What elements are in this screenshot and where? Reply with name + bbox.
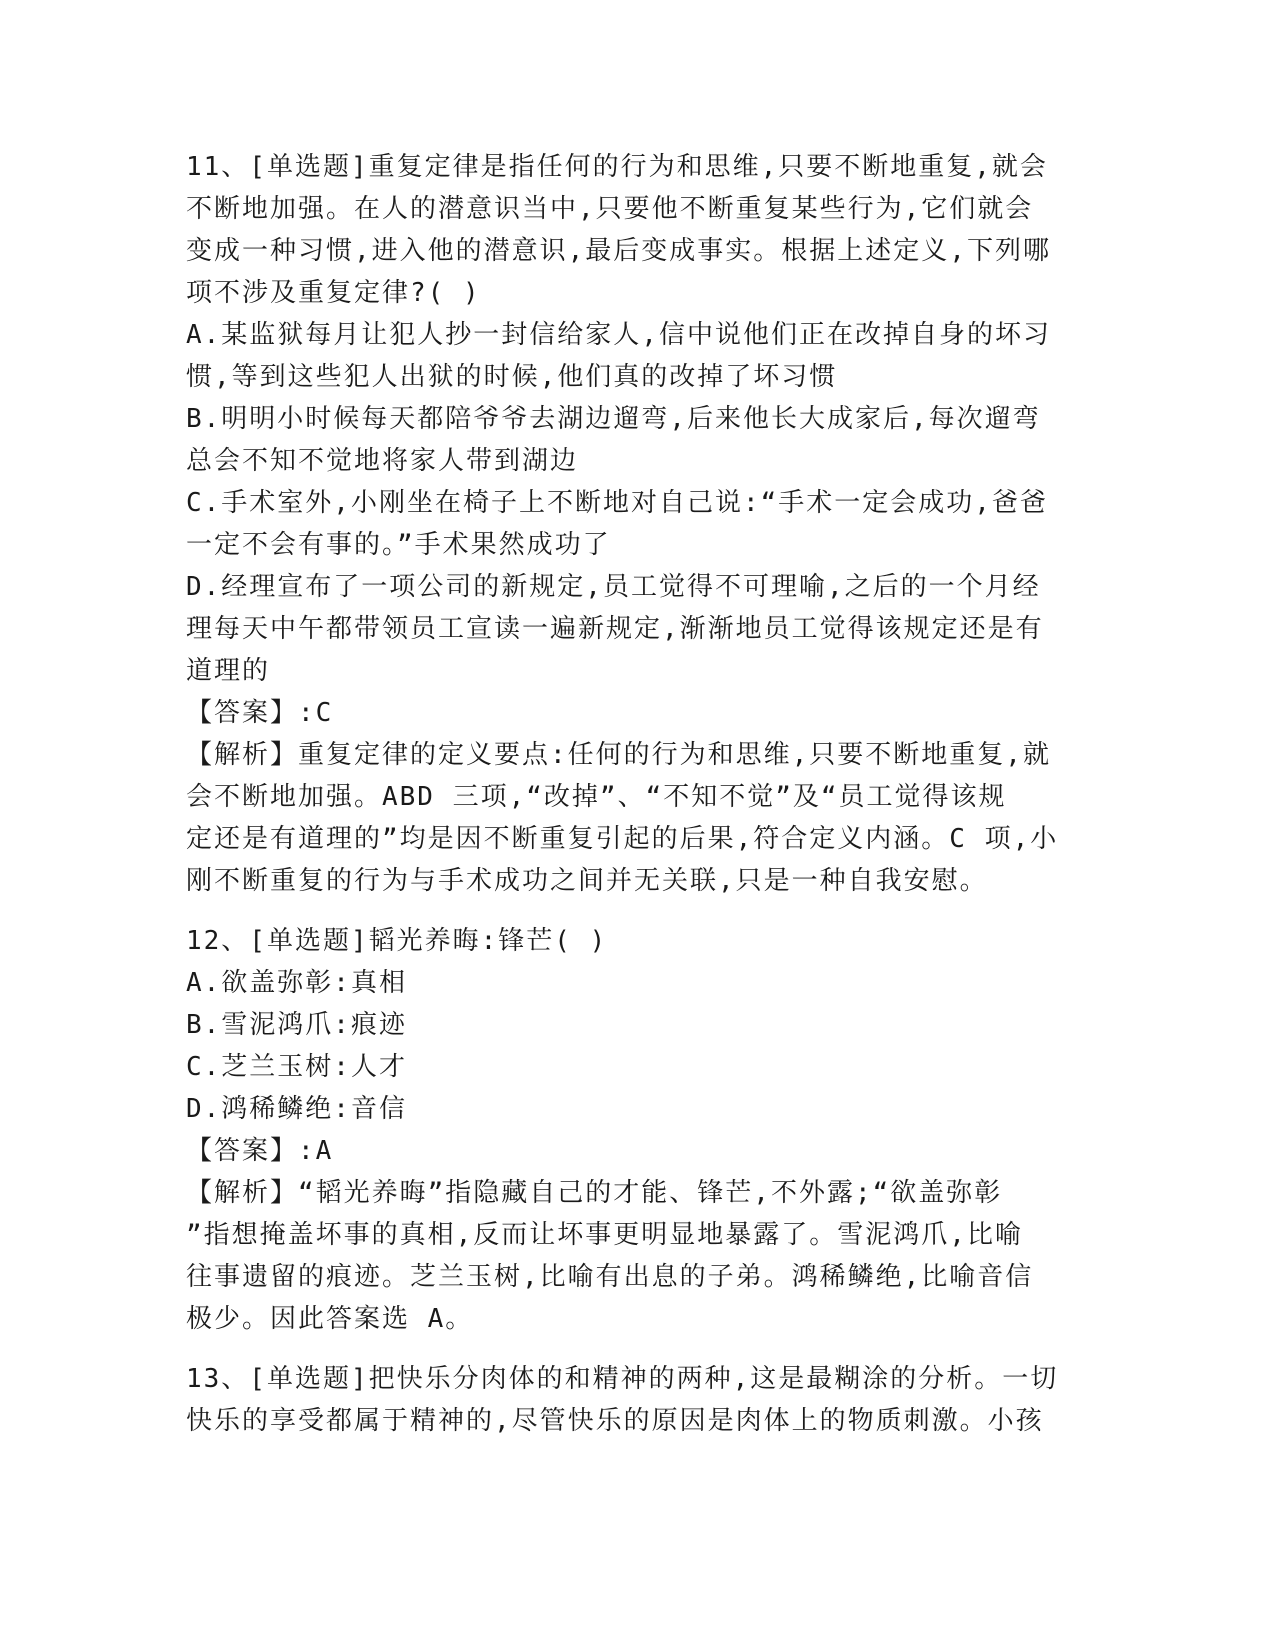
question-11-stem-line: 不断地加强。在人的潜意识当中,只要他不断重复某些行为,它们就会 xyxy=(186,194,1034,224)
question-12-option-a: A.欲盖弥彰:真相 xyxy=(186,968,407,998)
question-11-stem-line: 11、[单选题]重复定律是指任何的行为和思维,只要不断地重复,就会 xyxy=(186,152,1048,182)
question-12-stem-line: 12、[单选题]韬光养晦:锋芒( ) xyxy=(186,926,608,956)
question-12 xyxy=(186,920,1066,1340)
question-11-option-c: C.手术室外,小刚坐在椅子上不断地对自己说:“手术一定会成功,爸爸 xyxy=(186,488,1048,518)
question-11-option-a: A.某监狱每月让犯人抄一封信给家人,信中说他们正在改掉自身的坏习 xyxy=(186,320,1051,350)
question-13-stem-line: 快乐的享受都属于精神的,尽管快乐的原因是肉体上的物质刺激。小孩 xyxy=(186,1406,1044,1436)
question-13-stem-line: 13、[单选题]把快乐分肉体的和精神的两种,这是最糊涂的分析。一切 xyxy=(186,1364,1059,1394)
question-11-stem-line: 项不涉及重复定律?( ) xyxy=(186,278,481,308)
question-11-option-b: B.明明小时候每天都陪爷爷去湖边遛弯,后来他长大成家后,每次遛弯 xyxy=(186,404,1041,434)
document-content xyxy=(186,146,1066,1460)
question-11-option-a: 惯,等到这些犯人出狱的时候,他们真的改掉了坏习惯 xyxy=(186,362,838,392)
question-13 xyxy=(186,1358,1066,1442)
question-12-answer: 【答案】:A xyxy=(186,1136,334,1166)
question-11-option-b: 总会不知不觉地将家人带到湖边 xyxy=(186,446,579,476)
question-12-option-b: B.雪泥鸿爪:痕迹 xyxy=(186,1010,407,1040)
question-11-option-d: 理每天中午都带领员工宣读一遍新规定,渐渐地员工觉得该规定还是有 xyxy=(186,614,1044,644)
question-11-option-d: D.经理宣布了一项公司的新规定,员工觉得不可理喻,之后的一个月经 xyxy=(186,572,1041,602)
question-12-option-c: C.芝兰玉树:人才 xyxy=(186,1052,407,1082)
question-11-option-c: 一定不会有事的。”手术果然成功了 xyxy=(186,530,611,560)
question-12-analysis: 极少。因此答案选 A。 xyxy=(186,1304,474,1334)
question-11-analysis: 【解析】重复定律的定义要点:任何的行为和思维,只要不断地重复,就 xyxy=(186,740,1051,770)
question-12-option-d: D.鸿稀鳞绝:音信 xyxy=(186,1094,407,1124)
question-11-stem-line: 变成一种习惯,进入他的潜意识,最后变成事实。根据上述定义,下列哪 xyxy=(186,236,1051,266)
question-12-analysis: ”指想掩盖坏事的真相,反而让坏事更明显地暴露了。雪泥鸿爪,比喻 xyxy=(186,1220,1023,1250)
question-11-analysis: 定还是有道理的”均是因不断重复引起的后果,符合定义内涵。C 项,小 xyxy=(186,824,1059,854)
question-11-analysis: 会不断地加强。ABD 三项,“改掉”、“不知不觉”及“员工觉得该规 xyxy=(186,782,1007,812)
question-11-option-d: 道理的 xyxy=(186,656,271,686)
question-11 xyxy=(186,146,1066,902)
question-11-analysis: 刚不断重复的行为与手术成功之间并无关联,只是一种自我安慰。 xyxy=(186,866,988,896)
question-12-analysis: 【解析】“韬光养晦”指隐藏自己的才能、锋芒,不外露;“欲盖弥彰 xyxy=(186,1178,1003,1208)
question-11-answer: 【答案】:C xyxy=(186,698,334,728)
question-12-analysis: 往事遗留的痕迹。芝兰玉树,比喻有出息的子弟。鸿稀鳞绝,比喻音信 xyxy=(186,1262,1034,1292)
